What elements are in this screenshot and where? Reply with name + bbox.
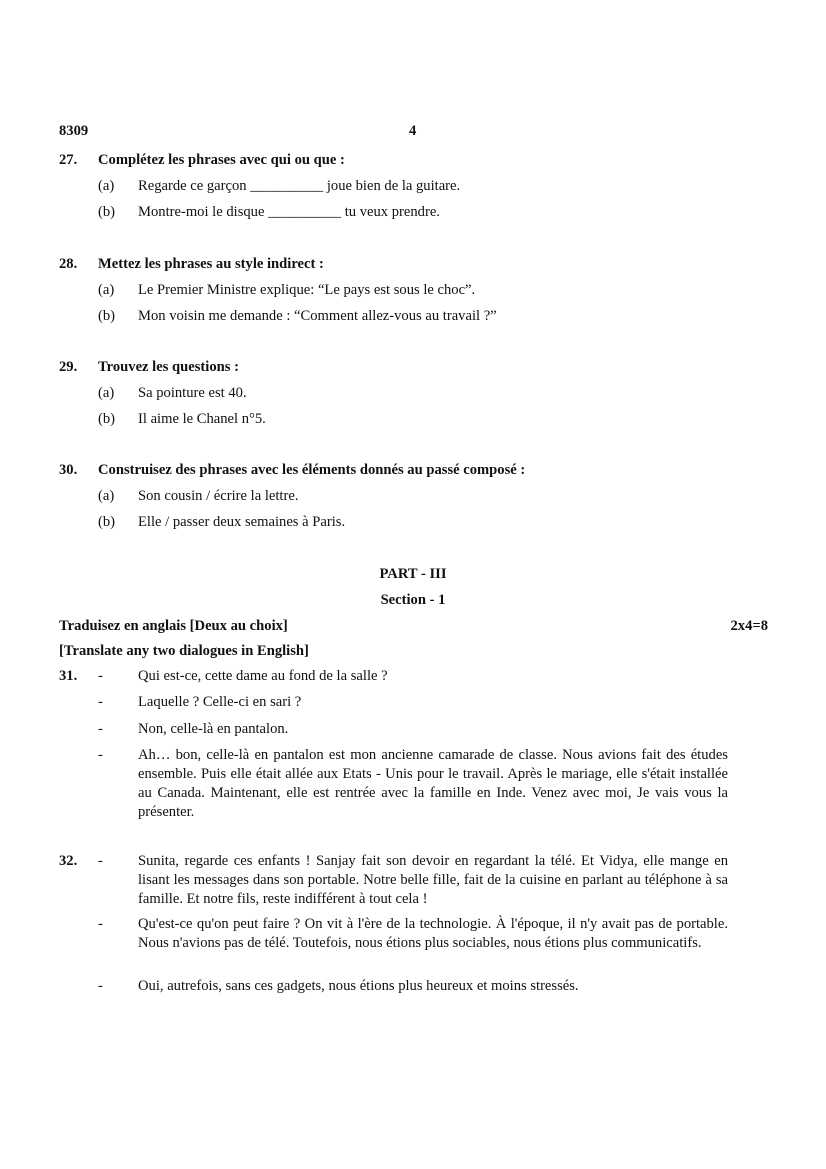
item-text: Regarde ce garçon __________ joue bien de la guitare.	[138, 178, 461, 194]
question-number: 30.	[59, 462, 78, 478]
item-text: Le Premier Ministre explique: “Le pays est sous le choc”.	[138, 282, 476, 298]
item-label: (b)	[98, 204, 116, 220]
dialogue-dash: -	[98, 694, 103, 710]
item-label: (a)	[98, 385, 115, 401]
item-label: (a)	[98, 282, 115, 298]
item-label: (b)	[98, 308, 116, 324]
paper-code: 8309	[59, 123, 89, 139]
question-title: Mettez les phrases au style indirect :	[98, 256, 324, 272]
dialogue-dash: -	[98, 853, 103, 869]
question-number: 32.	[59, 853, 78, 869]
item-text: Elle / passer deux semaines à Paris.	[138, 514, 346, 530]
dialogue-line: Oui, autrefois, sans ces gadgets, nous étions plus heureux et moins stressés.	[138, 978, 579, 994]
instruction-english: [Translate any two dialogues in English]	[59, 643, 309, 659]
question-number: 31.	[59, 668, 78, 684]
dialogue-dash: -	[98, 978, 103, 994]
marks-allocation: 2x4=8	[730, 618, 768, 634]
item-text: Montre-moi le disque __________ tu veux prendre.	[138, 204, 440, 220]
item-label: (a)	[98, 488, 115, 504]
question-number: 28.	[59, 256, 78, 272]
page-number: 4	[409, 123, 417, 139]
dialogue-line: Qu'est-ce qu'on peut faire ? On vit à l'ère de la technologie. À l'époque, il n'y avait pas de portable. Nous n'avions pas de télé. Toutefois, nous étions plus sociables, nous étions plus communicatifs.	[138, 916, 728, 951]
dialogue-line: Ah… bon, celle-là en pantalon est mon ancienne camarade de classe. Nous avions fait des études ensemble. Puis elle était allée aux Etats - Unis pour le travail. Après le mariage, elle s'était installée au Canada. Maintenant, elle est rentrée avec la famille en Inde. Venez avec moi, Je vais vous la présenter.	[138, 747, 728, 820]
dialogue-dash: -	[98, 721, 103, 737]
dialogue-line: Laquelle ? Celle-ci en sari ?	[138, 694, 302, 710]
dialogue-line: Non, celle-là en pantalon.	[138, 721, 289, 737]
dialogue-dash: -	[98, 668, 103, 684]
item-label: (b)	[98, 514, 116, 530]
instruction-french: Traduisez en anglais [Deux au choix]	[59, 618, 288, 634]
question-title: Trouvez les questions :	[98, 359, 239, 375]
part-title: PART - III	[379, 566, 447, 582]
question-number: 27.	[59, 152, 78, 168]
item-text: Sa pointure est 40.	[138, 385, 247, 401]
dialogue-line: Sunita, regarde ces enfants ! Sanjay fait son devoir en regardant la télé. Et Vidya, elle mange en lisant les messages dans son portable. Notre belle fille, fait de la cuisine en parlant au téléphone à sa famille. Et notre fils, reste indifférent à tout cela !	[138, 853, 728, 907]
item-label: (b)	[98, 411, 116, 427]
question-title: Construisez des phrases avec les éléments donnés au passé composé :	[98, 462, 526, 478]
item-text: Son cousin / écrire la lettre.	[138, 488, 299, 504]
question-title: Complétez les phrases avec qui ou que :	[98, 152, 345, 168]
item-label: (a)	[98, 178, 115, 194]
dialogue-dash: -	[98, 747, 103, 763]
question-number: 29.	[59, 359, 78, 375]
item-text: Il aime le Chanel n°5.	[138, 411, 266, 427]
dialogue-line: Qui est-ce, cette dame au fond de la salle ?	[138, 668, 388, 684]
dialogue-dash: -	[98, 916, 103, 932]
section-title: Section - 1	[380, 592, 446, 608]
item-text: Mon voisin me demande : “Comment allez-vous au travail ?”	[138, 308, 497, 324]
